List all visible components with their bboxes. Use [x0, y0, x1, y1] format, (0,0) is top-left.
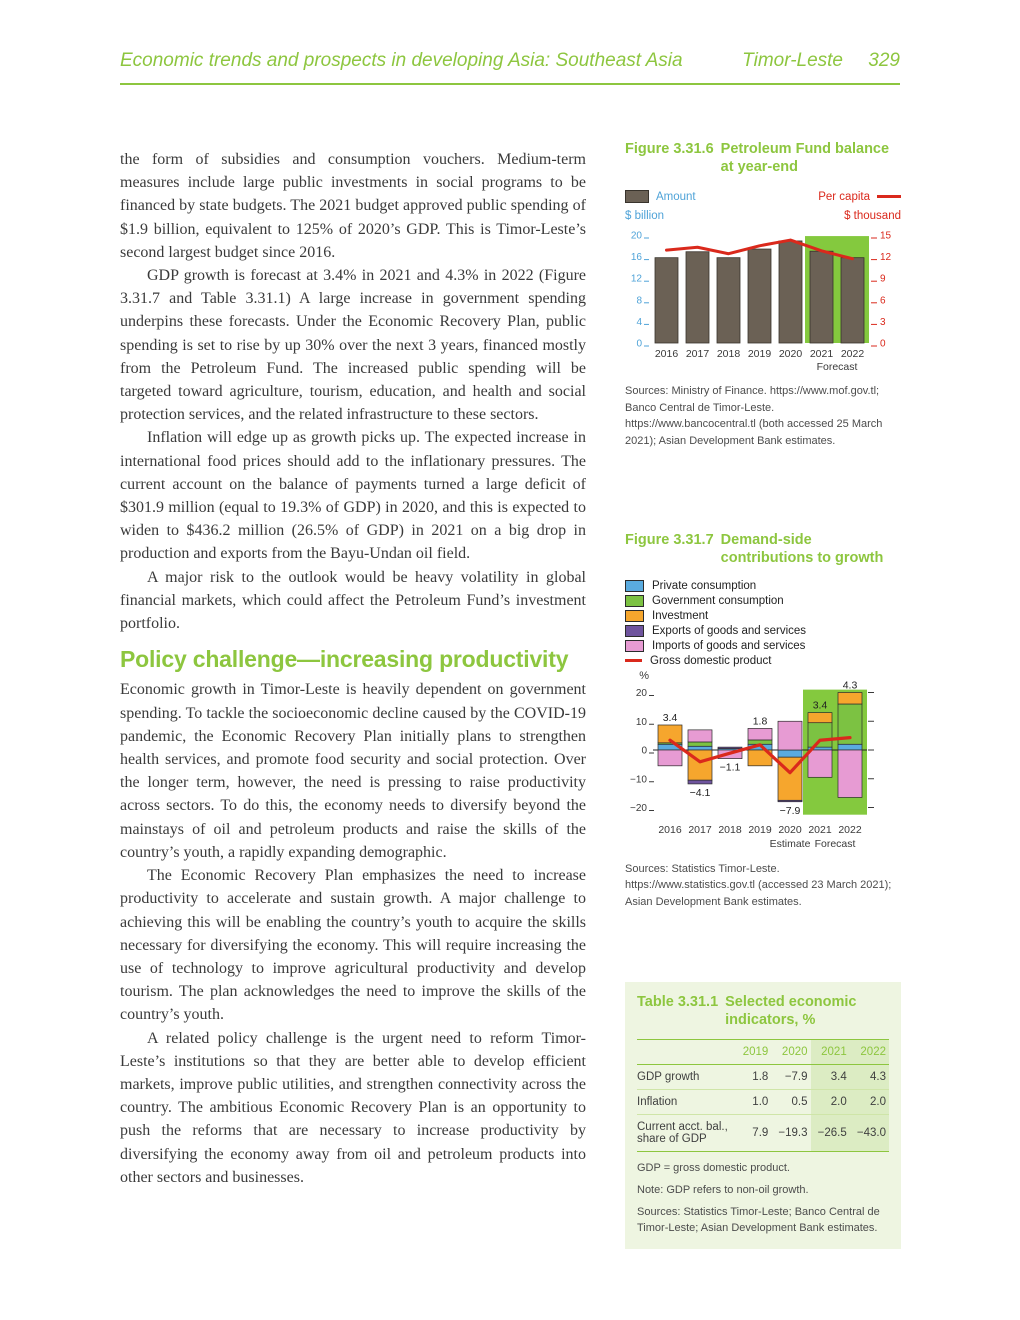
legend-label: Imports of goods and services — [652, 639, 806, 652]
table-note: GDP = gross domestic product. — [637, 1162, 790, 1175]
table-caption: Selected economic indicators, % — [725, 994, 857, 1029]
sidebar-column — [625, 140, 901, 1249]
corner-cell — [637, 1040, 736, 1065]
year-header: 2020 — [771, 1040, 810, 1065]
investment-segment-2021 — [808, 712, 832, 722]
figure6-caption: Petroleum Fund balance at year-end — [720, 141, 890, 176]
legend-label: Private consumption — [652, 579, 757, 592]
paragraph: The Economic Recovery Plan emphasizes the need to increase productivity to accelerate and sustain growth. A major challenge to achieving this will be enabling the country’s youth to acquire the skills necessary for diversifying the economy. This will require increasing the use of technology to improve agricultural productivity and develop tourism. The plan acknowledges the need to improve the skills of the country’s youth. — [120, 867, 586, 1024]
figure6-number: Figure 3.31.6 — [625, 141, 714, 157]
legend-label: Investment — [652, 609, 709, 622]
right-tick: 6 — [880, 295, 886, 307]
left-axis-unit: $ billion — [625, 210, 664, 223]
cell-value: 7.9 — [736, 1115, 771, 1152]
row-label: Inflation — [637, 1090, 736, 1115]
year-header: 2019 — [736, 1040, 771, 1065]
table-header-row — [637, 1040, 889, 1065]
private-consumption-segment-2017 — [688, 746, 712, 750]
left-tick: 12 — [630, 273, 642, 285]
right-tick: 15 — [880, 230, 892, 242]
x-tick: 2020 — [778, 348, 803, 361]
figure-demand-side — [625, 531, 901, 910]
value-label-2017: −4.1 — [689, 786, 711, 799]
purple-swatch — [625, 625, 644, 637]
imports-of-goods-and-services-segment-2016 — [658, 750, 682, 766]
y-tick: −10 — [630, 773, 647, 785]
figure7-legend — [625, 580, 901, 667]
gov_green-swatch — [625, 595, 644, 607]
figure7-title — [625, 531, 901, 567]
y-tick: −20 — [630, 802, 647, 814]
legend-item — [625, 640, 901, 652]
left-tick: 20 — [630, 230, 642, 242]
amount-bar-2017 — [686, 252, 709, 343]
table-row — [637, 1115, 889, 1152]
right-tick: 3 — [880, 317, 886, 329]
table-row — [637, 1065, 889, 1090]
cell-value: 2.0 — [811, 1090, 850, 1115]
page-header — [120, 50, 900, 85]
header-right — [742, 50, 900, 72]
figure6-title — [625, 140, 901, 176]
government-consumption-segment-2017 — [688, 741, 712, 745]
y-tick: 10 — [635, 716, 647, 728]
legend-item — [625, 580, 901, 592]
figure6-axis-units — [625, 210, 901, 222]
cell-value: −26.5 — [811, 1115, 850, 1152]
exports-of-goods-and-services-segment-2020 — [778, 800, 802, 801]
table-note: Note: GDP refers to non-oil growth. — [637, 1184, 809, 1197]
table-selected-indicators — [625, 982, 901, 1249]
value-label-2020: −7.9 — [779, 804, 801, 817]
imports-of-goods-and-services-segment-2017 — [688, 729, 712, 741]
y-tick: 0 — [641, 745, 647, 756]
exports-of-goods-and-services-segment-2017 — [688, 780, 712, 784]
per-capita-line-swatch — [877, 195, 901, 198]
gdp-line-swatch — [625, 659, 642, 662]
amount-bar-2020 — [779, 241, 802, 343]
cell-value: −19.3 — [771, 1115, 810, 1152]
cell-value: 1.0 — [736, 1090, 771, 1115]
amount-bar-2021 — [810, 251, 833, 343]
cell-value: 3.4 — [811, 1065, 850, 1090]
private-consumption-segment-2020 — [778, 750, 802, 757]
x-tick: 2018 — [718, 823, 742, 836]
paragraph: GDP growth is forecast at 3.4% in 2021 and 4.3% in 2022 (Figure 3.31.7 and Table 3.31.1) A large increase in government spending underpins these forecasts. Under the Economic Recovery Plan, public spending is set to rise by up 30% over the next 3 years, financed mostly from the Petroleum Fund. The increased public spending will be targeted toward agriculture, tourism, education, and health and social protection services, and the related infrastructure to these sectors. — [120, 267, 586, 424]
investment-segment-2022 — [838, 692, 862, 704]
cell-value: 1.8 — [736, 1065, 771, 1090]
imports-of-goods-and-services-segment-2020 — [778, 721, 802, 750]
imports-of-goods-and-services-segment-2021 — [808, 750, 832, 777]
table-row — [637, 1090, 889, 1115]
forecast-label: Forecast — [814, 837, 856, 850]
legend-item — [625, 595, 901, 607]
table-title — [637, 993, 889, 1029]
per-capita-label: Per capita — [818, 190, 870, 203]
demand-side-chart — [625, 671, 901, 853]
table-notes — [637, 1161, 889, 1237]
x-tick: 2020 — [778, 823, 802, 836]
cell-value: 4.3 — [850, 1065, 889, 1090]
row-label: Current acct. bal., share of GDP — [637, 1115, 736, 1152]
x-tick: 2021 — [809, 348, 834, 361]
y-tick: 20 — [635, 687, 647, 699]
amount-bar-2018 — [717, 258, 740, 343]
amount-swatch — [625, 190, 649, 203]
legend-item — [625, 655, 901, 667]
legend-item — [625, 610, 901, 622]
amount-bar-2022 — [841, 258, 864, 343]
pink-swatch — [625, 640, 644, 652]
value-label-2016: 3.4 — [662, 711, 678, 724]
table-number: Table 3.31.1 — [637, 994, 719, 1010]
x-tick: 2016 — [654, 348, 679, 361]
figure7-caption: Demand-side contributions to growth — [720, 532, 884, 567]
forecast-label: Forecast — [816, 361, 858, 374]
exports-of-goods-and-services-segment-2018 — [718, 747, 742, 748]
x-tick: 2019 — [748, 823, 772, 836]
petroleum-fund-chart — [625, 225, 901, 375]
section-heading: Policy challenge—increasing productivity — [120, 646, 569, 673]
body-paragraphs-bottom — [120, 678, 586, 1188]
imports-of-goods-and-services-segment-2022 — [838, 750, 862, 797]
private-consumption-segment-2022 — [838, 744, 862, 750]
left-tick: 0 — [636, 338, 642, 350]
value-label-2019: 1.8 — [752, 714, 768, 727]
cell-value: −43.0 — [850, 1115, 889, 1152]
x-tick: 2021 — [808, 823, 832, 836]
x-tick: 2022 — [840, 348, 865, 361]
paragraph: Inflation will edge up as growth picks up. The expected increase in international food prices should add to the inflationary pressures. The current account on the balance of payments turned a large deficit of $301.9 million (equal to 19.3% of GDP) in 2020, and this is expected to widen to $436.2 million (26.5% of GDP) in 2021 on a big drop in production and exports from the Bayu-Undan oil field. — [120, 429, 586, 563]
value-label-2021: 3.4 — [812, 699, 828, 712]
left-tick: 8 — [636, 295, 642, 307]
y-axis-unit: % — [639, 670, 649, 682]
x-tick: 2022 — [838, 823, 862, 836]
left-tick: 16 — [630, 252, 642, 264]
paragraph: Economic growth in Timor-Leste is heavily dependent on government spending. To tackle the socioeconomic decline caused by the COVID-19 pandemic, the Economic Recovery Plan initially plans to strengthen health services, and promote food security and social protection. Over the longer term, however, the need is pressing to raise productivity across sectors. To do this, the economy needs to diversify beyond the mainstays of oil and petroleum products and raise the skills of the country’s youth, a rapidly expanding demographic. — [120, 681, 586, 861]
table-note: Sources: Statistics Timor-Leste; Banco Central de Timor-Leste; Asian Development Bank estimates. — [637, 1206, 880, 1235]
x-tick: 2017 — [685, 348, 710, 361]
cell-value: 2.0 — [850, 1090, 889, 1115]
legend-label: Gross domestic product — [650, 654, 772, 667]
amount-label: Amount — [656, 190, 696, 203]
running-head: Economic trends and prospects in developing Asia: Southeast Asia — [120, 50, 683, 71]
figure6-sources: Sources: Ministry of Finance. https://www.mof.gov.tl; Banco Central de Timor-Leste. https://www.bancocentral.tl (both accessed 25 March 2021); Asian Development Bank estimates. — [625, 385, 883, 447]
legend-item — [625, 625, 901, 637]
value-label-2018: −1.1 — [719, 761, 741, 774]
estimate-label: Estimate — [769, 837, 811, 850]
year-header: 2021 — [811, 1040, 850, 1065]
government-consumption-segment-2021 — [808, 722, 832, 746]
x-tick: 2016 — [658, 823, 682, 836]
right-tick: 9 — [880, 273, 886, 285]
imports-of-goods-and-services-segment-2019 — [748, 728, 772, 740]
orange-swatch — [625, 610, 644, 622]
amount-bar-2019 — [748, 249, 771, 343]
right-tick: 12 — [880, 252, 892, 264]
legend-label: Exports of goods and services — [652, 624, 807, 637]
value-label-2022: 4.3 — [842, 679, 858, 691]
body-paragraphs-top — [120, 148, 586, 635]
x-tick: 2017 — [688, 823, 712, 836]
left-tick: 4 — [636, 317, 642, 329]
cell-value: 0.5 — [771, 1090, 810, 1115]
body-column — [120, 148, 586, 1189]
figure7-sources: Sources: Statistics Timor-Leste. https://www.statistics.gov.tl (accessed 23 March 2021); Asian Development Bank estimates. — [625, 862, 892, 908]
year-header: 2022 — [850, 1040, 889, 1065]
row-label: GDP growth — [637, 1065, 736, 1090]
cell-value: −7.9 — [771, 1065, 810, 1090]
paragraph: A major risk to the outlook would be heavy volatility in global financial markets, which could affect the Petroleum Fund’s investment portfolio. — [120, 568, 586, 633]
chapter-label: Timor-Leste — [742, 50, 844, 71]
paragraph: A related policy challenge is the urgent need to reform Timor-Leste’s institutions so that they are better able to develop efficient markets, improve public utilities, and strengthen connectivity across the country. The ambitious Economic Recovery Plan is an opportunity to push the reforms that are necessary to increase productivity by diversifying the economy away from oil and petroleum products into other sectors and businesses. — [120, 1029, 586, 1186]
figure7-number: Figure 3.31.7 — [625, 532, 714, 549]
paragraph: the form of subsidies and consumption vouchers. Medium-term measures include large public investments in social programs to be financed by state budgets. The 2021 budget approved public spending of $1.9 billion, equivalent to 125% of 2020’s GDP. This is Timor-Leste’s second largest budget since 2016. — [120, 151, 586, 261]
x-tick: 2018 — [716, 348, 741, 361]
blue-swatch — [625, 580, 644, 592]
figure-petroleum-fund — [625, 140, 901, 449]
right-tick: 0 — [880, 338, 886, 350]
right-axis-unit: $ thousand — [844, 210, 901, 223]
indicators-table — [637, 1039, 889, 1152]
figure6-legend — [625, 190, 901, 203]
amount-bar-2016 — [655, 258, 678, 343]
x-tick: 2019 — [747, 348, 772, 361]
page-number: 329 — [868, 50, 900, 71]
legend-label: Government consumption — [652, 594, 784, 607]
